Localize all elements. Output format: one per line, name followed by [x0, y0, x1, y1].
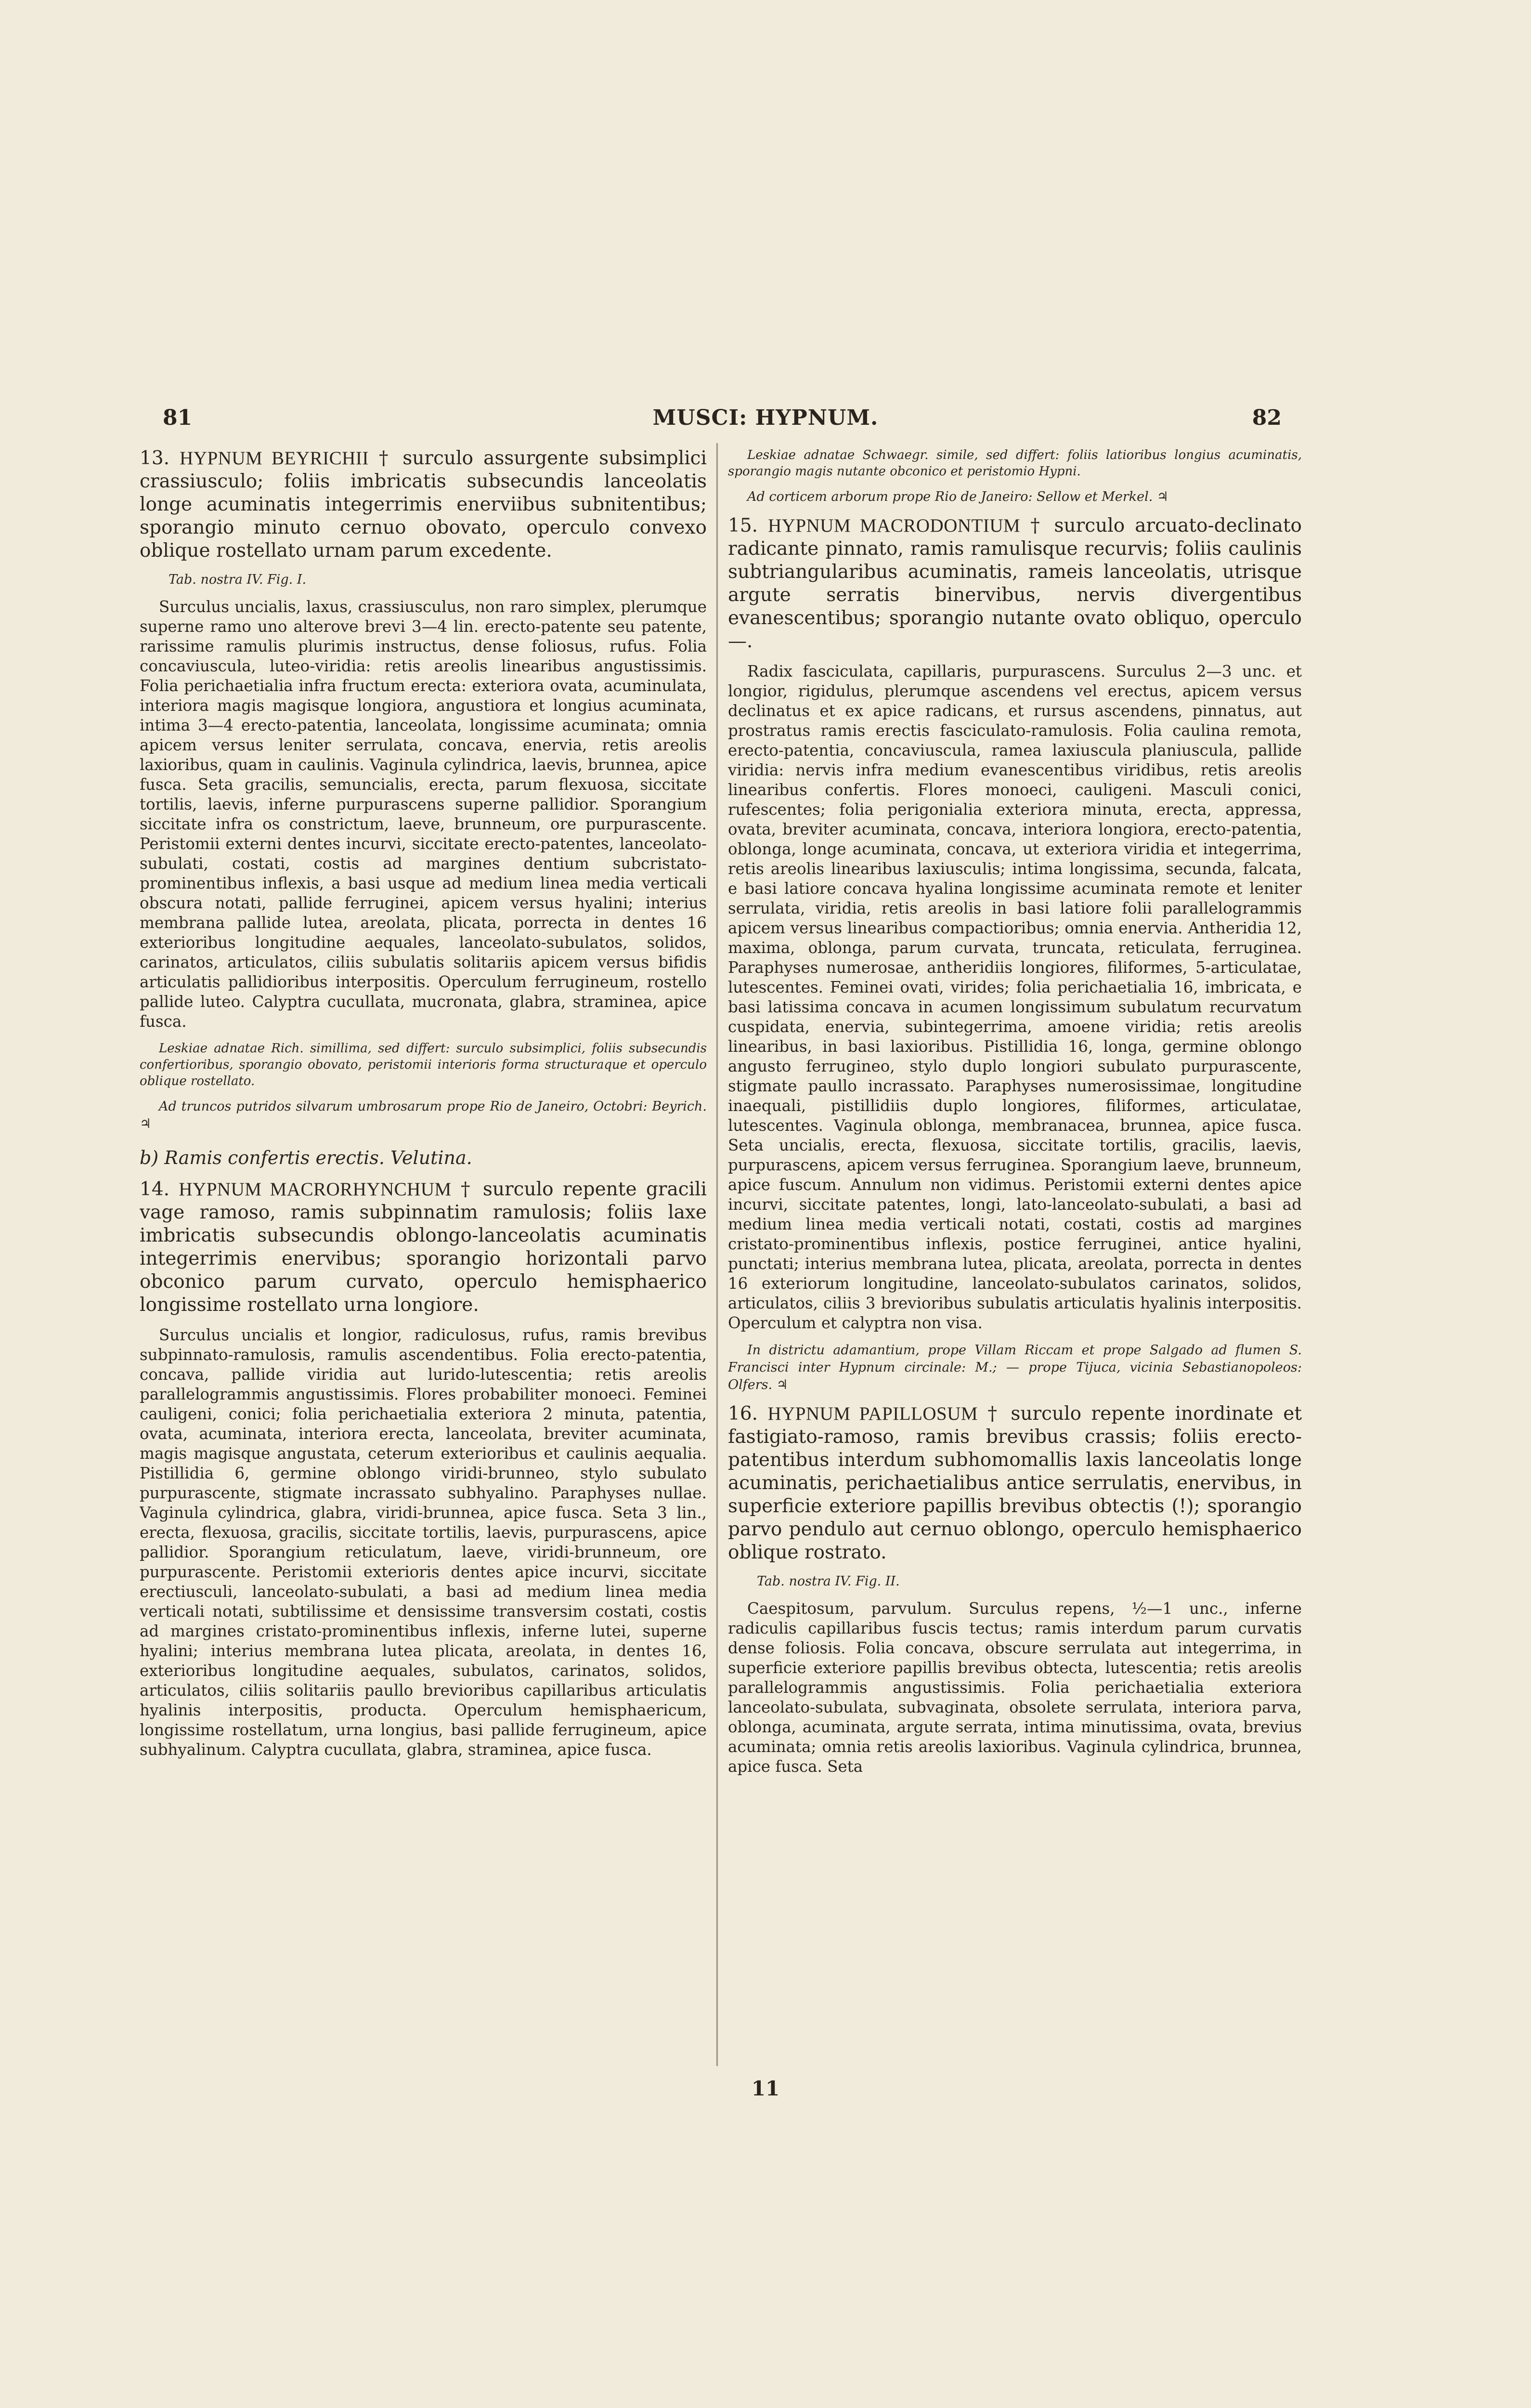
running-header: [0, 406, 1531, 434]
species-number: 13.: [140, 447, 170, 469]
species-14-note: Leskiae adnatae Schwaegr. simile, sed differt: foliis latioribus longius acuminatis, sporangio magis nutante obconico et peristomio Hypni.: [728, 448, 1302, 479]
species-13-habitat: Ad truncos putridos silvarum umbrosarum prope Rio de Janeiro, Octobri: Beyrich. ♃: [140, 1099, 707, 1131]
species-16-diagnosis: [728, 1402, 1302, 1564]
species-13-note: Leskiae adnatae Rich. simillima, sed differt: surculo subsimplici, foliis subsecundis confertioribus, sporangio obovato, peristomii interioris forma structuraque et operculo oblique rostellato.: [140, 1041, 707, 1088]
species-number: 16.: [728, 1403, 758, 1425]
species-name: HYPNUM MACRORHYNCHUM: [179, 1179, 452, 1200]
diagnosis-text: surculo repente gracili vage ramoso, ramis subpinnatim ramulosis; foliis laxe imbricatis subsecundis oblongo-lanceolatis acuminatis integerrimis enervibus; sporangio horizontali parvo obconico parum curvato, operculo hemisphaerico longissime rostellato urna longiore.: [140, 1178, 707, 1316]
section-heading-b: b) Ramis confertis erectis. Velutina.: [140, 1147, 472, 1168]
species-14-diagnosis: [140, 1178, 707, 1317]
page-number-left: 81: [163, 406, 193, 430]
plate-reference: Tab. nostra IV. Fig. I.: [169, 572, 307, 587]
plate-reference: Tab. nostra IV. Fig. II.: [757, 1574, 900, 1589]
diagnosis-text: surculo arcuato-declinato radicante pinnato, ramis ramulisque recurvis; foliis caulinis subtriangularibus acuminatis, rameis lanceolatis, utrisque argute serratis binervibus, nervis divergentibus evanescentibus; sporangio nutante ovato obliquo, operculo —.: [728, 515, 1302, 652]
column-divider: [716, 443, 718, 2066]
species-name: HYPNUM MACRODONTIUM: [768, 515, 1021, 536]
right-column: [728, 447, 1302, 2065]
dagger-mark: †: [378, 447, 393, 469]
species-15-diagnosis: [728, 514, 1302, 653]
dagger-mark: †: [461, 1178, 474, 1200]
signature-mark: 11: [751, 2077, 780, 2100]
species-13-diagnosis: [140, 447, 707, 563]
diagnosis-text: surculo repente inordinate et fastigiato-ramoso, ramis brevibus crassis; foliis erecto-patentibus interdum subhomomallis laxis lanceolatis longe acuminatis, perichaetialibus antice serrulatis, enervibus, in superficie exteriore papillis brevibus obtectis (!); sporangio parvo pendulo aut cernuo oblongo, operculo hemisphaerico oblique rostrato.: [728, 1403, 1302, 1563]
species-name: HYPNUM PAPILLOSUM: [767, 1403, 978, 1424]
running-title: MUSCI: HYPNUM.: [652, 406, 879, 430]
species-number: 15.: [728, 515, 758, 537]
species-name: HYPNUM BEYRICHII: [180, 448, 369, 469]
dagger-mark: †: [987, 1403, 1001, 1425]
species-13-description: Surculus uncialis, laxus, crassiusculus, non raro simplex, plerumque superne ramo uno alterove brevi 3—4 lin. erecto-patente seu patente, rarissime ramulis plurimis instructus, dense foliosus, rufus. Folia concaviuscula, luteo-viridia: retis areolis linearibus angustissimis. Folia perichaetialia infra fructum erecta: exteriora ovata, acuminulata, interiora magis magisque longiora, angustiora et longius acuminata, intima 3—4 erecto-patentia, lanceolata, longissime acuminata; omnia apicem versus leniter serrulata, concava, enervia, retis areolis laxioribus, quam in caulinis. Vaginula cylindrica, laevis, brunnea, apice fusca. Seta gracilis, semuncialis, erecta, parum flexuosa, siccitate tortilis, laevis, inferne purpurascens superne pallidior. Sporangium siccitate infra os constrictum, laeve, brunneum, ore purpurascente. Peristomii externi dentes incurvi, siccitate erecto-patentes, lanceolato-subulati, costati, costis ad margines dentium subcristato-prominentibus inflexis, a basi usque ad medium linea media verticali obscura notati, pallide ferruginei, apicem versus hyalini; interius membrana pallide lutea, areolata, plicata, porrecta in dentes 16 exterioribus longitudine aequales, lanceolato-subulatos, solidos, carinatos, articulatos, ciliis subulatis solitariis apicem versus bifidis articulatis pallidioribus interpositis. Operculum ferrugineum, rostello pallide luteo. Calyptra cucullata, mucronata, glabra, straminea, apice fusca.: [140, 598, 707, 1031]
species-15-description: Radix fasciculata, capillaris, purpurascens. Surculus 2—3 unc. et longior, rigidulus, plerumque ascendens vel erectus, apicem versus declinatus et ex apice radicans, et rursus ascendens, pinnatus, aut prostratus ramis erectis fasciculato-ramulosis. Folia caulina remota, erecto-patentia, concaviuscula, ramea laxiuscula planiuscula, pallide viridia: nervis infra medium evanescentibus viridibus, retis areolis linearibus confertis. Flores monoeci, cauligeni. Masculi conici, rufescentes; folia perigonialia exteriora minuta, erecta, appressa, ovata, breviter acuminata, concava, interiora longiora, erecto-patentia, oblonga, longe acuminata, concava, ut exteriora viridia et integerrima, retis areolis linearibus laxiusculis; intima longissima, secunda, falcata, e basi latiore concava hyalina longissime acuminata remote et leniter serrulata, viridia, retis areolis in basi latiore folii parallelogrammis apicem versus linearibus compactioribus; omnia enervia. Antheridia 12, maxima, oblonga, parum curvata, truncata, reticulata, ferruginea. Paraphyses numerosae, antheridiis longiores, filiformes, 5-articulatae, lutescentes. Feminei ovati, virides; folia perichaetialia 16, imbricata, e basi latissima concava in acumen longissimum subulatum recurvatum cuspidata, enervia, subintegerrima, amoene viridia; retis areolis linearibus, in basi laxioribus. Pistillidia 16, longa, germine oblongo angusto ferrugineo, stylo duplo longiori subulato purpurascente, stigmate paullo incrassato. Paraphyses numerosissimae, longitudine inaequali, pistillidiis duplo longiores, filiformes, articulatae, lutescentes. Vaginula oblonga, membranacea, brunnea, apice fusca. Seta uncialis, erecta, flexuosa, siccitate tortilis, gracilis, laevis, purpurascens, apicem versus ferruginea. Sporangium laeve, brunneum, apice fuscum. Annulum non vidimus. Peristomii externi dentes apice incurvi, siccitate patentes, longi, lato-lanceolato-subulati, a basi ad medium linea media verticali notati, costati, costis ad margines cristato-prominentibus inflexis, postice ferruginei, antice hyalini, punctati; interius membrana lutea, plicata, areolata, porrecta in dentes 16 exteriorum longitudine, lanceolato-subulatos carinatos, solidos, articulatos, ciliis 3 brevioribus subulatis articulatis hyalinis interpositis. Operculum et calyptra non visa.: [728, 662, 1302, 1332]
dagger-mark: †: [1030, 515, 1044, 537]
species-14-habitat: Ad corticem arborum prope Rio de Janeiro: Sellow et Merkel. ♃: [747, 489, 1169, 504]
left-column: [140, 447, 707, 2065]
species-16-description: Caespitosum, parvulum. Surculus repens, ½—1 unc., inferne radiculis capillaribus fuscis tectus; ramis interdum parum curvatis dense foliosis. Folia concava, obscure serrulata aut integerrima, in superficie exteriore papillis brevibus obtecta, lutescentia; retis areolis parallelogrammis angustissimis. Folia perichaetialia exteriora lanceolato-subulata, subvaginata, obsolete serrulata, interiora parva, oblonga, acuminata, argute serrata, intima minutissima, ovata, brevius acuminata; omnia retis areolis laxioribus. Vaginula cylindrica, brunnea, apice fusca. Seta: [728, 1599, 1302, 1776]
diagnosis-text: surculo assurgente subsimplici crassiusculo; foliis imbricatis subsecundis lanceolatis longe acuminatis integerrimis enerviibus subnitentibus; sporangio minuto cernuo obovato, operculo convexo oblique rostellato urnam parum excedente.: [140, 447, 707, 562]
species-15-habitat: In districtu adamantium, prope Villam Riccam et prope Salgado ad flumen S. Francisci inter Hypnum circinale: M.; — prope Tijuca, vicinia Sebastianopoleos: Olfers. ♃: [728, 1343, 1302, 1392]
species-14-description: Surculus uncialis et longior, radiculosus, rufus, ramis brevibus subpinnato-ramulosis, ramulis ascendentibus. Folia erecto-patentia, concava, pallide viridia aut lurido-lutescentia; retis areolis parallelogrammis angustissimis. Flores probabiliter monoeci. Feminei cauligeni, conici; folia perichaetialia exteriora 2 minuta, patentia, ovata, acuminata, interiora erecta, lanceolata, breviter acuminata, magis magisque angustata, ceterum exterioribus et caulinis aequalia. Pistillidia 6, germine oblongo viridi-brunneo, stylo subulato purpurascente, stigmate incrassato subhyalino. Paraphyses nullae. Vaginula cylindrica, glabra, viridi-brunnea, apice fusca. Seta 3 lin., erecta, flexuosa, gracilis, siccitate tortilis, laevis, purpurascens, apice pallidior. Sporangium reticulatum, laeve, viridi-brunneum, ore purpurascente. Peristomii exterioris dentes apice incurvi, siccitate erectiusculi, lanceolato-subulati, a basi ad medium linea media verticali notati, subtilissime et densissime transversim costati, costis ad margines cristato-prominentibus inflexis, inferne lutei, superne hyalini; interius membrana lutea plicata, areolata, in dentes 16, exterioribus longitudine aequales, subulatos, carinatos, solidos, articulatos, ciliis solitariis paullo brevioribus capillaribus articulatis hyalinis interpositis, producta. Operculum hemisphaericum, longissime rostellatum, urna longius, basi pallide ferrugineum, apice subhyalinum. Calyptra cucullata, glabra, straminea, apice fusca.: [140, 1326, 707, 1759]
species-number: 14.: [140, 1178, 170, 1200]
page-number-right: 82: [1252, 406, 1282, 430]
